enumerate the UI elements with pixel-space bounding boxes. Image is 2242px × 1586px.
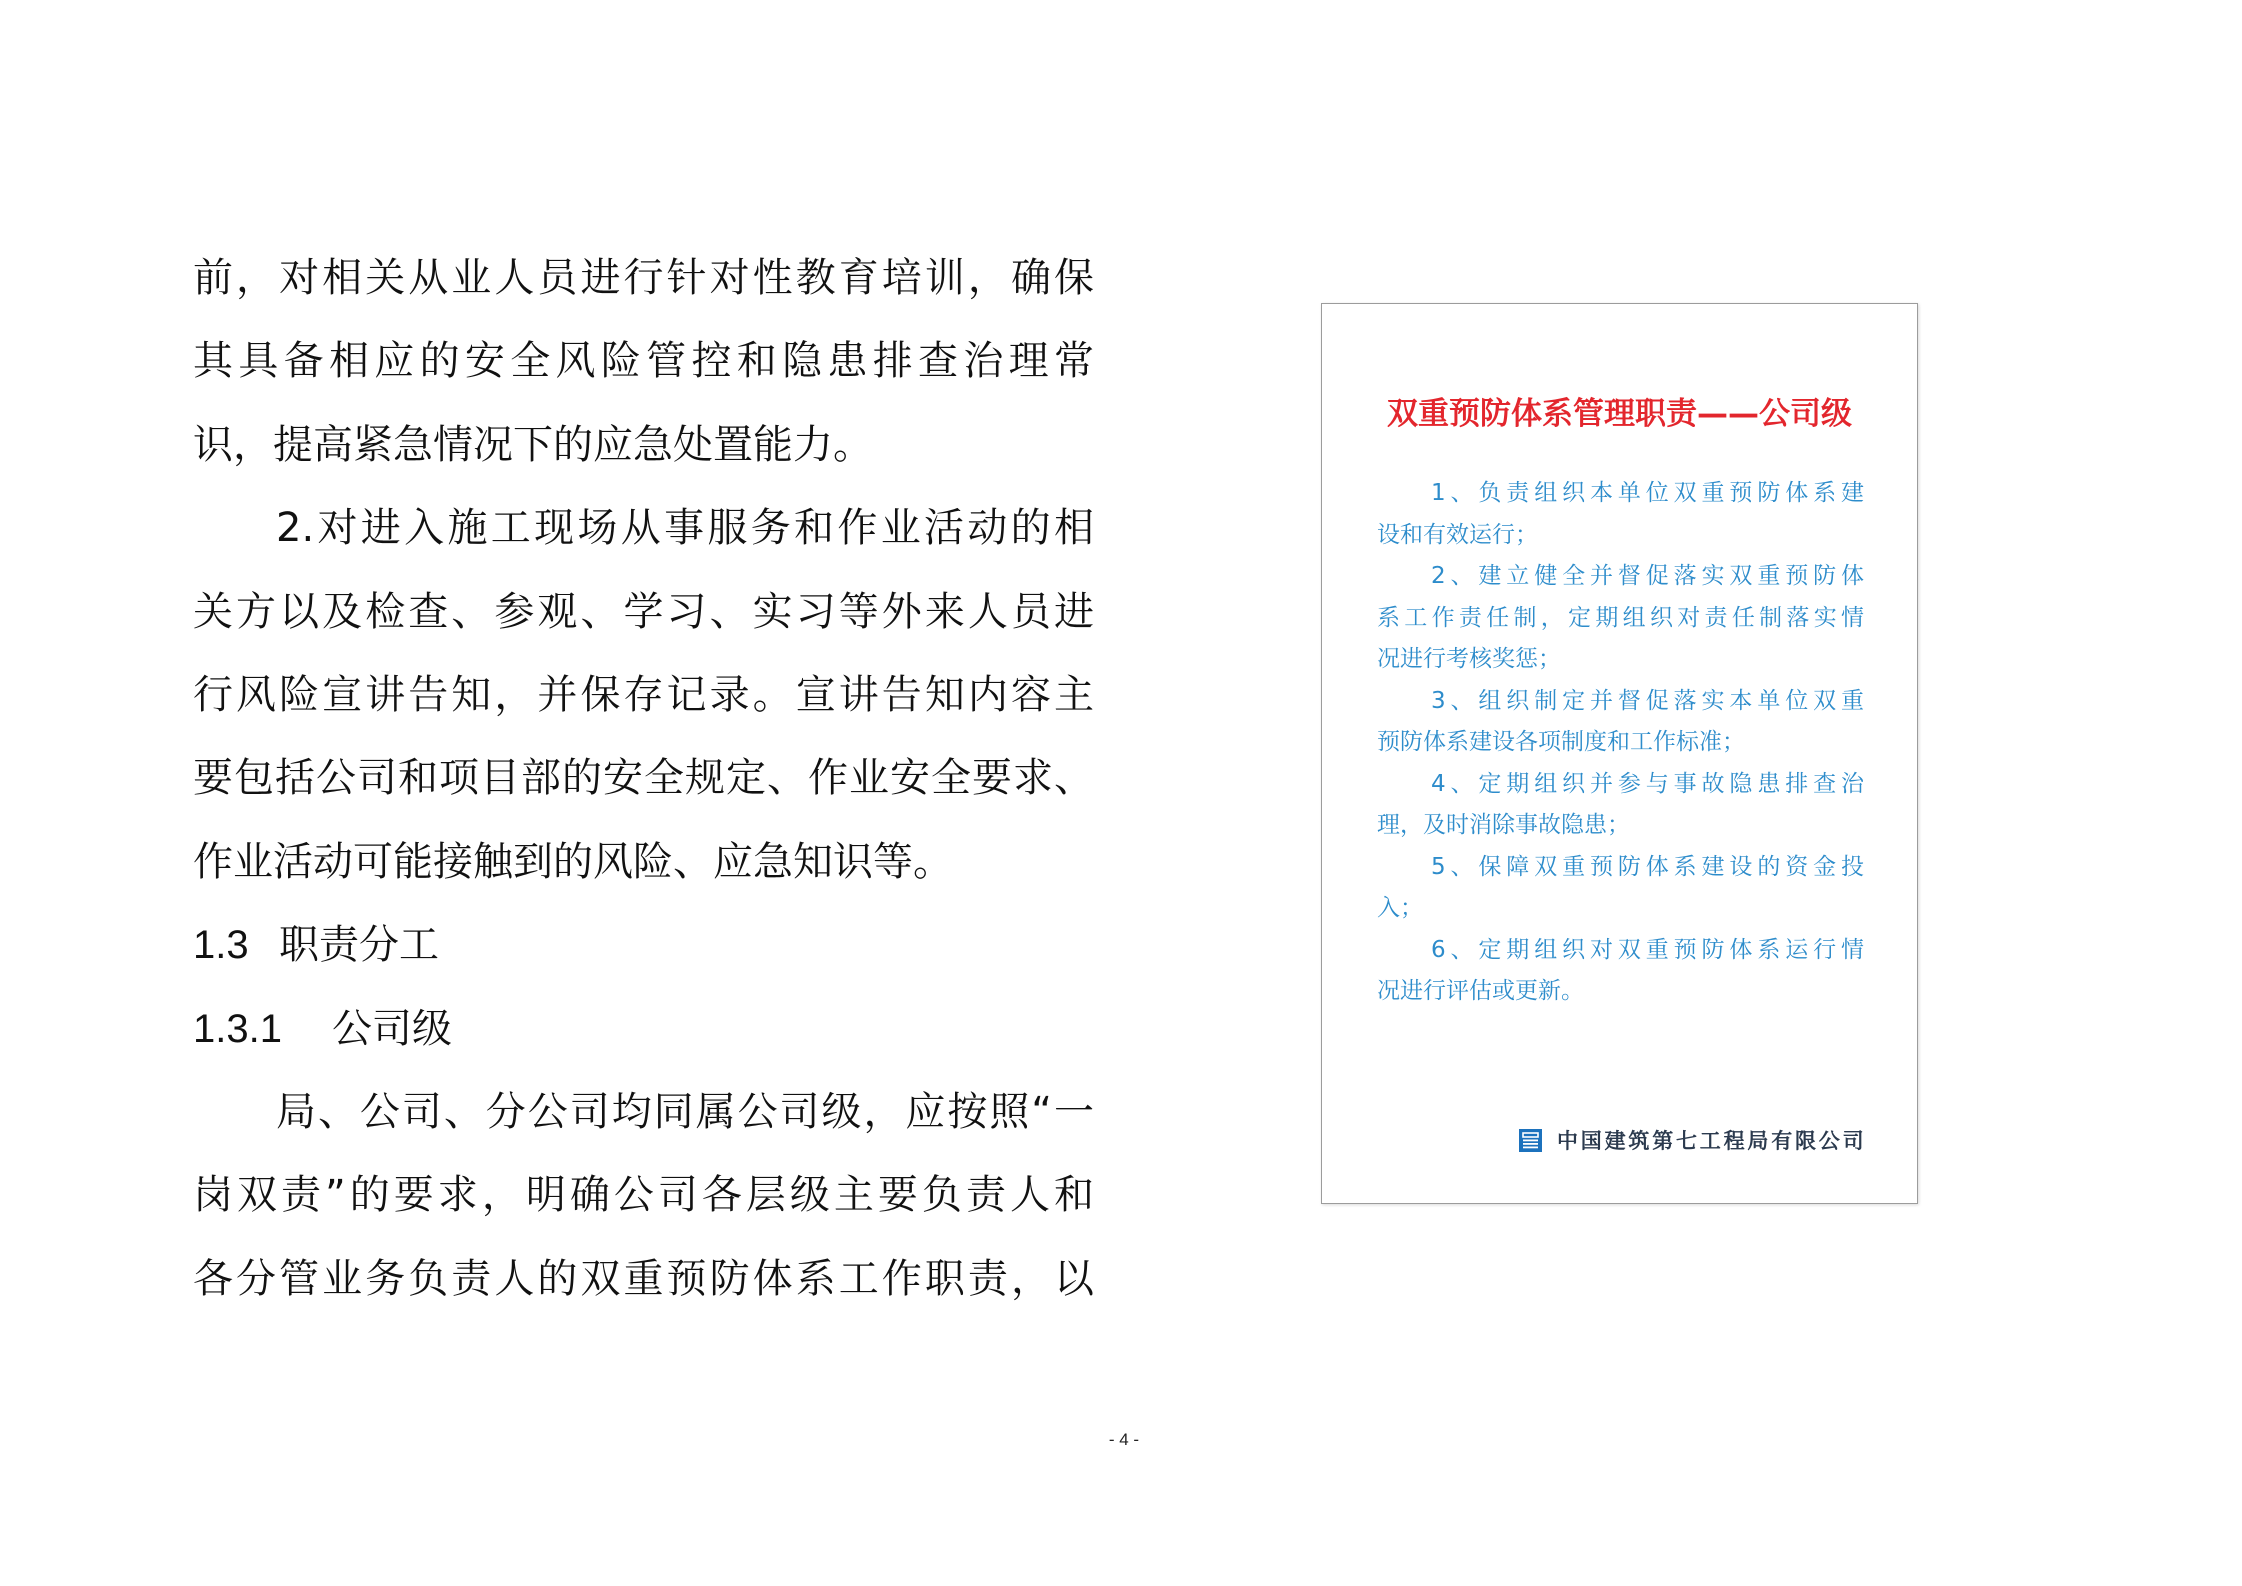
paragraph-line: 前，对相关从业人员进行针对性教育培训，确保 (193, 255, 1094, 301)
poster-item-line: 系工作责任制，定期组织对责任制落实情 (1377, 604, 1864, 631)
poster-item-line: 5、保障双重预防体系建设的资金投 (1431, 853, 1864, 880)
section-number: 1.3 (193, 923, 249, 968)
poster-item-line: 况进行评估或更新。 (1377, 978, 1584, 1004)
section-heading (193, 904, 1094, 987)
logo-bar (1523, 1147, 1538, 1149)
poster-item-line: 6、定期组织对双重预防体系运行情 (1431, 936, 1864, 963)
body-text-column (193, 237, 1094, 1321)
paragraph-line: 各分管业务负责人的双重预防体系工作职责，以 (193, 1255, 1094, 1302)
logo-bar (1523, 1143, 1538, 1145)
page-number: - 4 - (1108, 1430, 1140, 1449)
paragraph-line: 识，提高紧急情况下的应急处置能力。 (193, 421, 873, 468)
subsection-title: 公司级 (332, 1005, 452, 1052)
poster-footer-organization: 中国建筑第七工程局有限公司 (1557, 1129, 1867, 1153)
poster-item-line: 2、建立健全并督促落实双重预防体 (1431, 563, 1864, 589)
cscec-logo-icon (1519, 1129, 1542, 1152)
subsection-number: 1.3.1 (193, 1006, 282, 1051)
poster-item-line: 3、组织制定并督促落实本单位双重 (1431, 687, 1864, 714)
paragraph-line: 要包括公司和项目部的安全规定、作业安全要求、 (193, 755, 1094, 802)
poster-item-line: 入； (1377, 895, 1423, 921)
poster-item-line: 1、负责组织本单位双重预防体系建 (1431, 480, 1864, 506)
paragraph-line: 其具备相应的安全风险管控和隐患排查治理常 (193, 338, 1094, 385)
poster-item-list (1377, 473, 1864, 1013)
logo-bar (1523, 1140, 1538, 1142)
poster-item-line: 预防体系建设各项制度和工作标准； (1377, 729, 1745, 755)
poster-item-line: 况进行考核奖惩； (1377, 646, 1561, 672)
subsection-heading (193, 988, 1094, 1071)
poster-title: 双重预防体系管理职责——公司级 (1387, 396, 1852, 432)
paragraph-line: 局、公司、分公司均同属公司级，应按照“一 (276, 1088, 1094, 1135)
responsibility-poster (1321, 303, 1918, 1204)
paragraph-line: 2.对进入施工现场从事服务和作业活动的相 (276, 505, 1094, 552)
poster-item-line: 设和有效运行； (1377, 521, 1538, 548)
paragraph-line: 岗双责”的要求，明确公司各层级主要负责人和 (193, 1172, 1094, 1219)
section-title: 职责分工 (279, 922, 439, 969)
poster-item-line: 理，及时消除事故隐患； (1377, 812, 1630, 838)
paragraph-line: 关方以及检查、参观、学习、实习等外来人员进 (193, 588, 1094, 635)
paragraph-line: 行风险宣讲告知，并保存记录。宣讲告知内容主 (193, 671, 1094, 718)
poster-item-line: 4、定期组织并参与事故隐患排查治 (1431, 770, 1864, 797)
paragraph-line: 作业活动可能接触到的风险、应急知识等。 (193, 838, 953, 885)
